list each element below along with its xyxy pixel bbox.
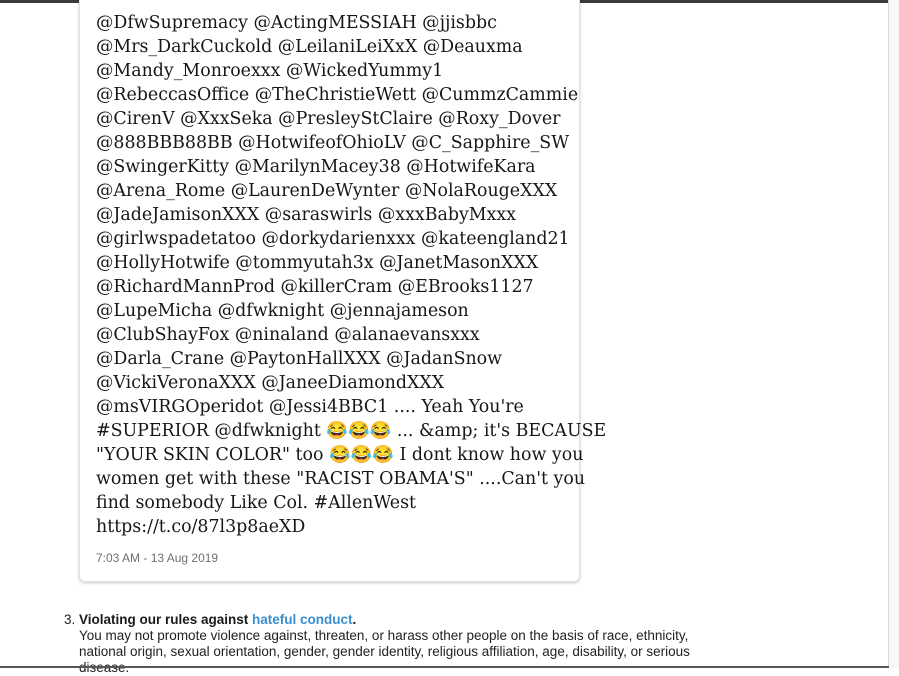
tweet-line: women get with these "RACIST OBAMA'S" ....Can't you — [96, 469, 586, 489]
tweet-line: @CirenV @XxxSeka @PresleyStClaire @Roxy_Dover — [96, 109, 561, 129]
tweet-line: #SUPERIOR @dfwknight 😂😂😂 ... &amp; it's BECAUSE — [96, 421, 607, 441]
rule-number: 3. — [64, 612, 76, 627]
tweet-line: "YOUR SKIN COLOR" too 😂😂😂 I dont know how you — [96, 445, 584, 465]
tweet-line: @ClubShayFox @ninaland @alanaevansxxx — [96, 325, 480, 345]
tweet-line: @Darla_Crane @PaytonHallXXX @JadanSnow — [96, 349, 503, 369]
rule-heading — [79, 612, 356, 627]
rule-heading-prefix: Violating our rules against — [79, 612, 253, 627]
tweet-line: @VickiVeronaXXX @JaneeDiamondXXX — [96, 373, 445, 393]
tweet-line: @Mandy_Monroexxx @WickedYummy1 — [96, 61, 444, 81]
rule-heading-suffix: . — [352, 612, 357, 627]
scrollbar-track[interactable] — [888, 0, 899, 668]
tweet-line: @Arena_Rome @LaurenDeWynter @NolaRougeXXX — [96, 181, 558, 201]
tweet-timestamp[interactable]: 7:03 AM - 13 Aug 2019 — [96, 551, 219, 565]
tweet-line: @JadeJamisonXXX @saraswirls @xxxBabyMxxx — [96, 205, 517, 225]
tweet-line: @SwingerKitty @MarilynMacey38 @HotwifeKara — [96, 157, 536, 177]
tweet-line: @RebeccasOffice @TheChristieWett @CummzCammie — [96, 85, 579, 105]
rule-description: You may not promote violence against, threaten, or harass other people on the basis of race, ethnicity, national origin, sexual orientation, gender, gender identity, religious affiliation, age, disability, or serious — [79, 628, 690, 659]
tweet-line: @DfwSupremacy @ActingMESSIAH @jjisbbc — [96, 13, 497, 33]
tweet-line: @RichardMannProd @killerCram @EBrooks1127 — [96, 277, 534, 297]
tweet-line: @msVIRGOperidot @Jessi4BBC1 .... Yeah You're — [96, 397, 524, 417]
tweet-line: @Mrs_DarkCuckold @LeilaniLeiXxX @Deauxma — [96, 37, 523, 57]
hateful-conduct-link[interactable]: hateful conduct — [252, 612, 353, 627]
tweet-text — [96, 11, 607, 539]
tweet-line: @HollyHotwife @tommyutah3x @JanetMasonXXX — [96, 253, 539, 273]
tweet-link[interactable]: https://t.co/87l3p8aeXD — [96, 517, 306, 537]
tweet-line: @LupeMicha @dfwknight @jennajameson — [96, 301, 469, 321]
tweet-line: find somebody Like Col. #AllenWest — [96, 493, 416, 513]
embedded-tweet-card — [79, 0, 607, 582]
tweet-line: @girlwspadetatoo @dorkydarienxxx @kateengland21 — [96, 229, 570, 249]
tweet-line: @888BBB88BB @HotwifeofOhioLV @C_Sapphire_SW — [96, 133, 570, 153]
